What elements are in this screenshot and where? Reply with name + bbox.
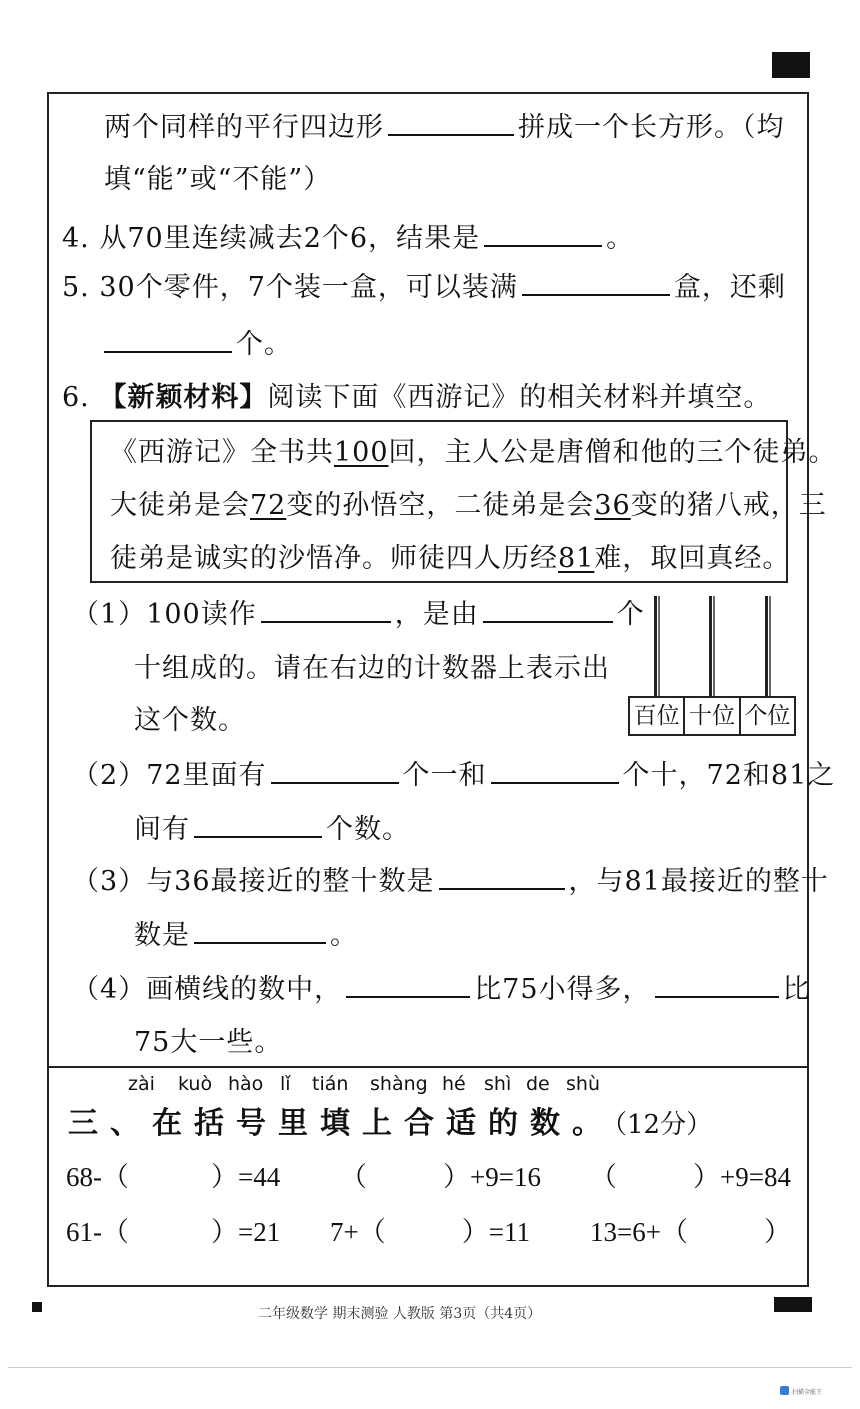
q6-sub1-line2: 十组成的。请在右边的计数器上表示出 — [134, 653, 610, 684]
sub3-near36-blank[interactable] — [439, 864, 565, 890]
sub4-slightly-larger-blank[interactable] — [655, 972, 779, 998]
registration-mark-top-right — [772, 52, 810, 78]
section-divider — [49, 1066, 809, 1068]
abacus-rod-hundreds[interactable] — [654, 596, 657, 696]
section3-score: （12分） — [614, 1110, 713, 1140]
abacus-rod-tens[interactable] — [709, 596, 712, 696]
eq-68-minus: 68-（ ）=44 — [66, 1162, 281, 1192]
sub1-reading-blank[interactable] — [261, 597, 391, 623]
q6-sub1-line3: 这个数。 — [134, 705, 246, 736]
q6-sub4-line1: （4）画横线的数中， 比75小得多， 比 — [72, 974, 811, 1005]
place-label-ones: 个位 — [744, 703, 791, 729]
scanner-watermark: 扫描全能王 — [792, 1389, 823, 1396]
q4-line: 4. 从70里连续减去2个6，结果是 。 — [62, 223, 635, 254]
place-label-hundreds: 百位 — [630, 698, 685, 734]
q4-number: 4. — [62, 223, 90, 254]
sub1-tens-blank[interactable] — [483, 597, 613, 623]
q3-answer-blank[interactable] — [388, 110, 514, 136]
sub2-between-count-blank[interactable] — [194, 812, 322, 838]
q3-line2: 填“能”或“不能”） — [104, 164, 332, 195]
eq-7-plus: 7+（ ）=11 — [330, 1217, 530, 1247]
scanner-logo-icon — [780, 1386, 789, 1395]
q5-line1: 5. 30个零件，7个装一盒，可以装满 盒，还剩 — [62, 272, 786, 303]
eq-13-equals: 13=6+（ ） — [590, 1217, 791, 1247]
q6-sub3-line2: 数是 。 — [134, 920, 358, 951]
abacus-place-labels — [628, 696, 796, 736]
abacus-rod-ones[interactable] — [765, 596, 768, 696]
q5-number: 5. — [62, 272, 90, 303]
counter-abacus[interactable] — [628, 596, 796, 741]
eq-plus9-84: （ ）+9=84 — [590, 1162, 791, 1192]
q6-sub4-line2: 75大一些。 — [134, 1027, 283, 1058]
material-line2: 大徒弟是会72变的孙悟空，二徒弟是会36变的猪八戒，三 — [110, 490, 827, 521]
q6-sub3-line1: （3）与36最接近的整十数是 ，与81最接近的整十 — [72, 866, 829, 897]
scan-bottom-rule — [8, 1367, 852, 1368]
eq-plus9-16: （ ）+9=16 — [340, 1162, 541, 1192]
q6-sub2-line1: （2）72里面有 个一和 个十，72和81之 — [72, 760, 836, 791]
q3-line1: 两个同样的平行四边形 拼成一个长方形。（均 — [104, 112, 785, 143]
registration-mark-bottom-right — [774, 1297, 812, 1312]
eq-61-minus: 61-（ ）=21 — [66, 1217, 281, 1247]
section3-title: 三、在括号里填上合适的数。（12分） — [68, 1106, 713, 1141]
q5-line2: 个。 — [104, 327, 292, 362]
q6-number: 6. — [62, 382, 90, 413]
sub3-near81-blank[interactable] — [194, 918, 326, 944]
q6-heading: 6. 【新颖材料】阅读下面《西游记》的相关材料并填空。 — [62, 382, 772, 413]
registration-mark-bottom-left — [32, 1302, 42, 1312]
sub2-ones-blank[interactable] — [271, 758, 399, 784]
q6-tag: 【新颖材料】 — [99, 382, 268, 413]
journey-west-material-box — [90, 420, 837, 583]
sub2-tens-blank[interactable] — [491, 758, 619, 784]
material-line1: 《西游记》全书共100回，主人公是唐僧和他的三个徒弟。 — [110, 437, 837, 468]
material-line3: 徒弟是诚实的沙悟净。师徒四人历经81难，取回真经。 — [110, 543, 791, 574]
page-footer: 二年级数学 期末测验 人教版 第3页（共4页） — [258, 1306, 542, 1322]
place-label-tens: 十位 — [685, 698, 740, 734]
q4-answer-blank[interactable] — [484, 221, 602, 247]
q6-sub2-line2: 间有 个数。 — [134, 814, 410, 845]
q6-sub1-line1: （1）100读作 ，是由 个 — [72, 599, 645, 630]
section3-pinyin: zài kuò hào lǐ tián shàng hé shì de shù — [128, 1073, 600, 1095]
q5-boxes-blank[interactable] — [522, 270, 670, 296]
sub4-much-smaller-blank[interactable] — [346, 972, 470, 998]
q5-remainder-blank[interactable] — [104, 327, 232, 353]
